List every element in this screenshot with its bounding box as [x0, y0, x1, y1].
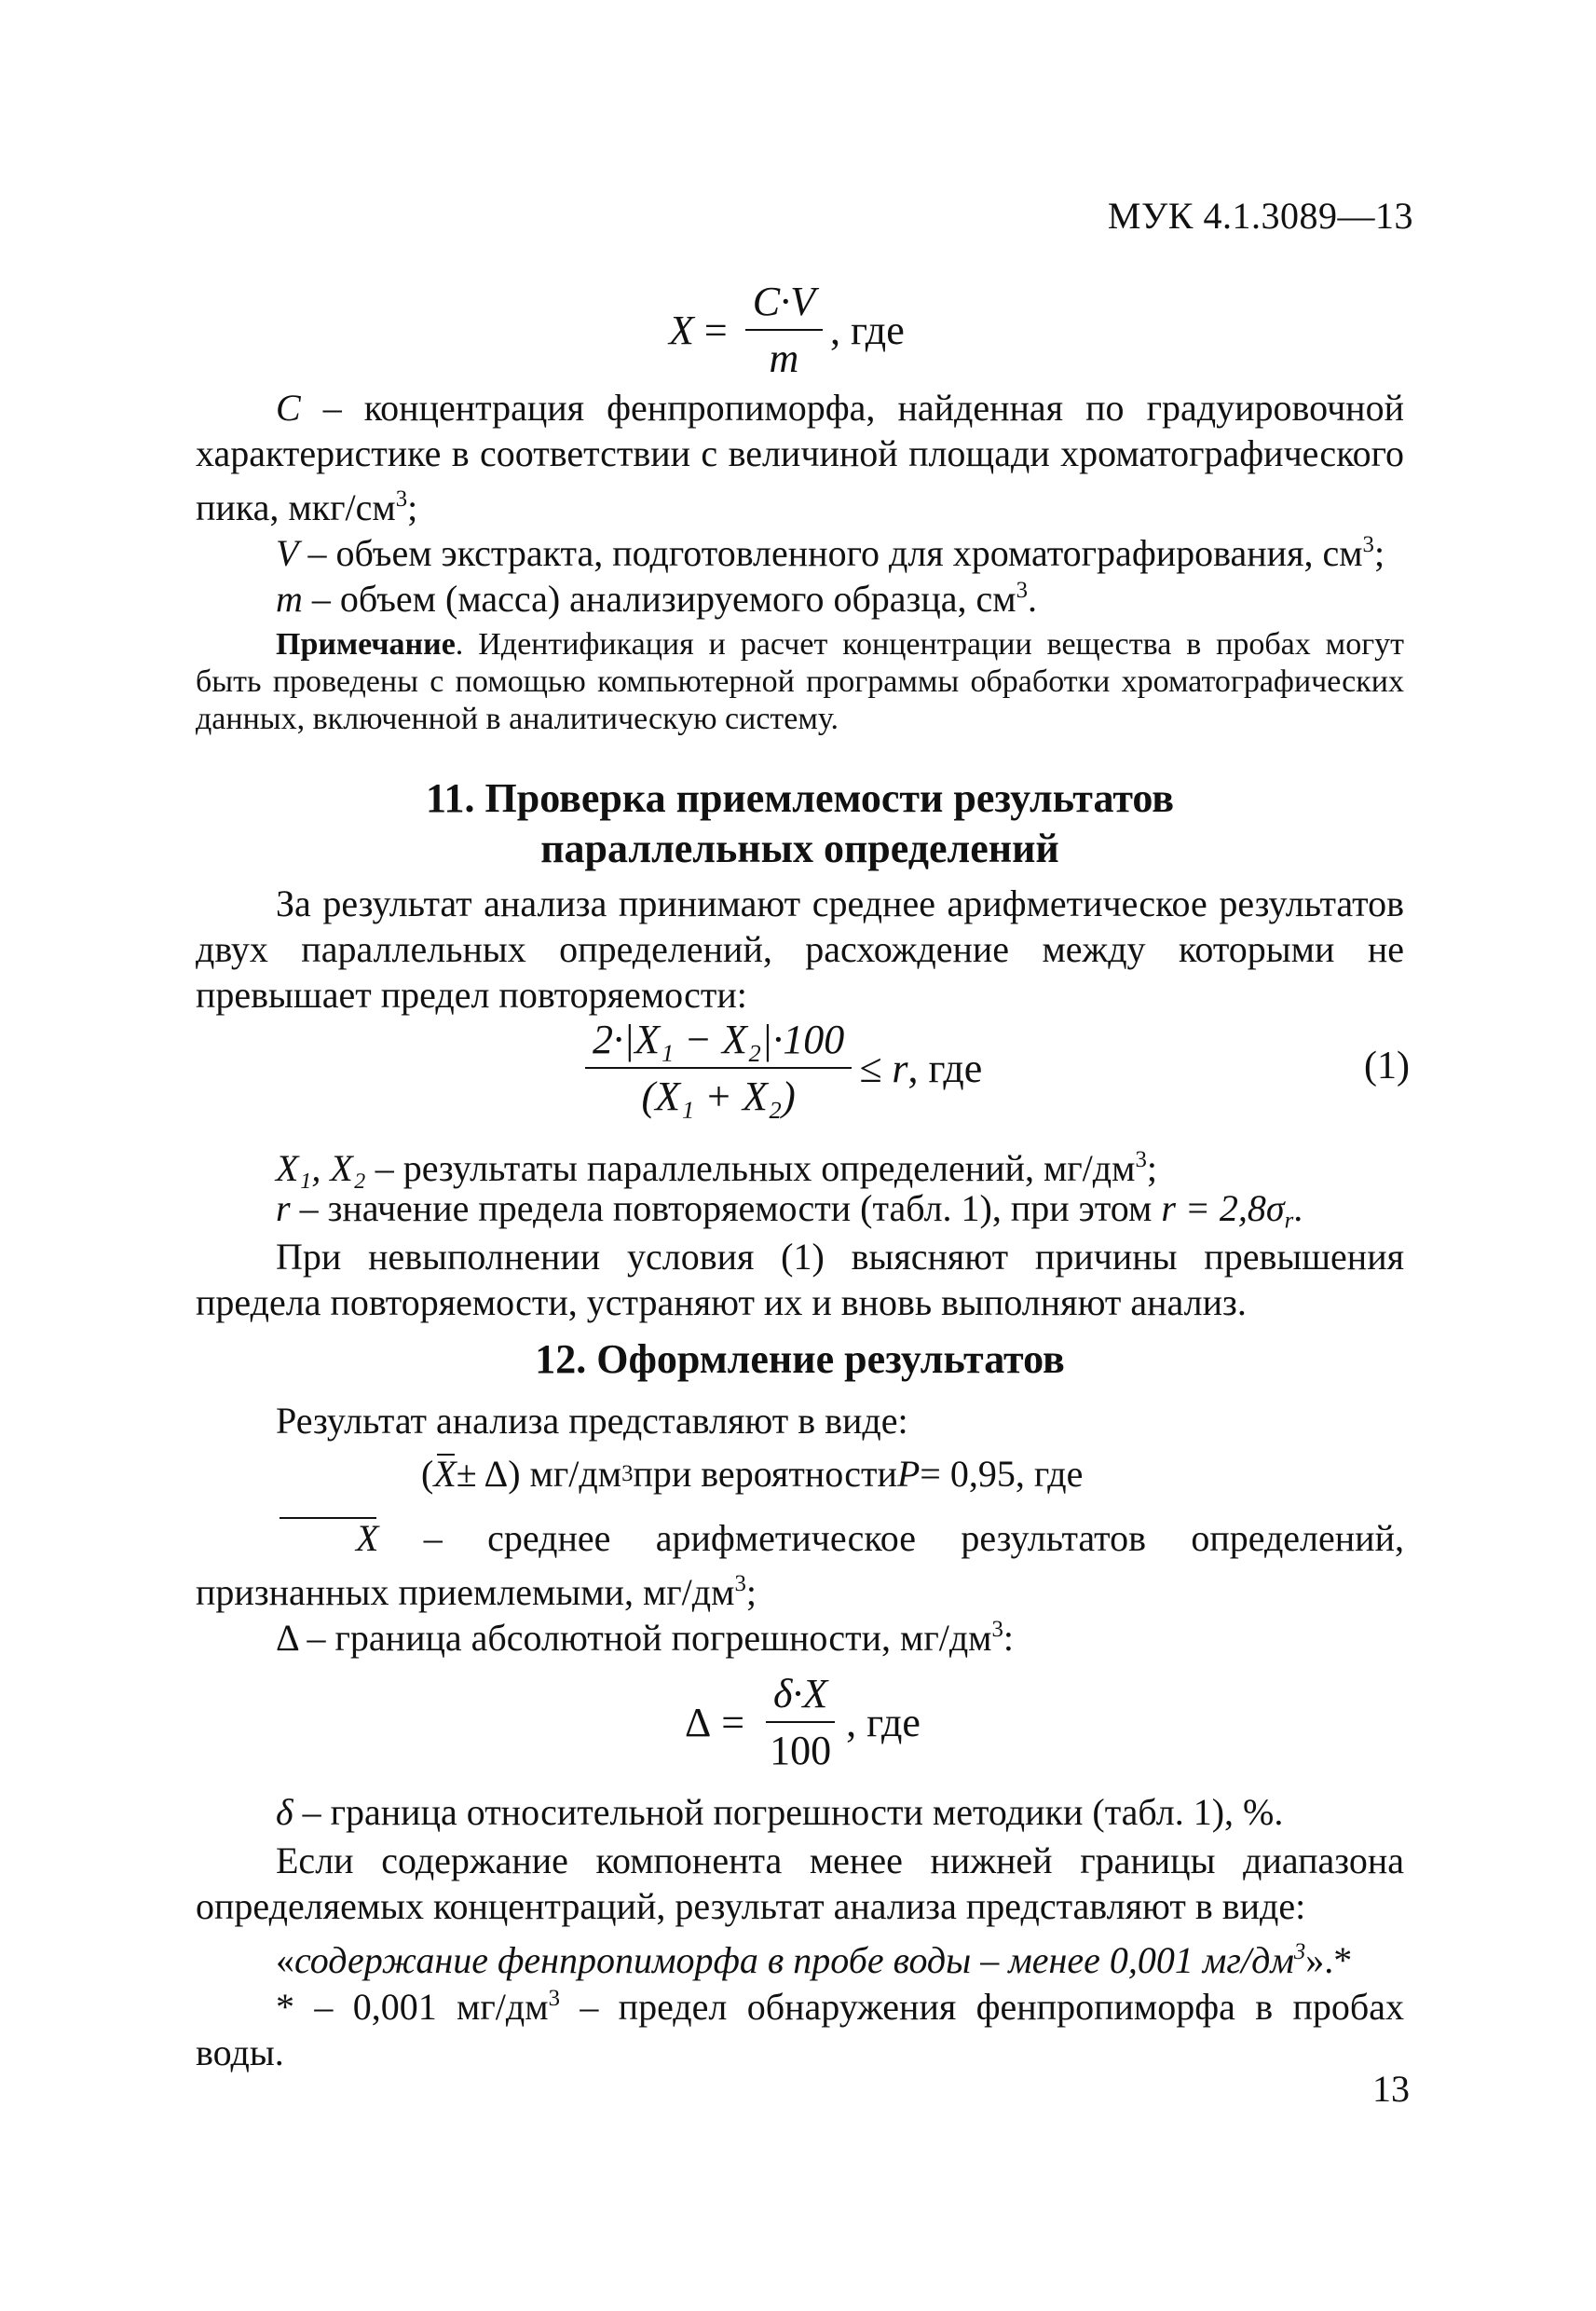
symbol-m: m [276, 577, 303, 620]
superscript: 3 [548, 1986, 560, 2011]
superscript: 3 [395, 486, 408, 512]
fraction-numerator: C·V [745, 278, 823, 331]
formula-fraction [585, 1016, 852, 1120]
footnote [196, 1976, 1404, 2075]
formula-suffix: , где [907, 1045, 983, 1091]
superscript: 3 [621, 1460, 634, 1486]
section-11-heading-line1: 11. Проверка приемлемости результатов [425, 775, 1175, 821]
superscript: 3 [1293, 1939, 1306, 1964]
note-paragraph [196, 626, 1404, 738]
equation-number: (1) [1364, 1045, 1410, 1087]
formula-lhs: X [669, 307, 694, 353]
definition-delta-small-text: – граница относительной погрешности методики (табл. 1), %. [293, 1791, 1284, 1833]
punct: ; [1373, 531, 1385, 574]
definition-x-bar [196, 1515, 1404, 1615]
page-number: 13 [1372, 2068, 1410, 2110]
definition-v-text: – объем экстракта, подготовленного для хроматографирования, см [298, 531, 1363, 574]
symbol-v: V [276, 531, 299, 574]
definition-c-text: – концентрация фенпропиморфа, найденная по градуировочной характеристике в соответствии с величиной площади хроматографического пика, мкг/см [196, 387, 1404, 528]
fraction-numerator: 2·|X₁ − X₂|·100 [585, 1016, 852, 1069]
result-pm: ± Δ) мг/дм [456, 1453, 622, 1495]
definition-x-text: – результаты параллельных определений, мг/дм [365, 1146, 1136, 1189]
result-open: ( [421, 1453, 434, 1495]
fraction-denominator: m [769, 335, 799, 381]
x-bar: X [276, 1515, 378, 1561]
section-12-heading: 12. Оформление результатов [535, 1336, 1065, 1382]
formula-concentration [669, 278, 905, 382]
section-11-condition: При невыполнении условия (1) выясняют причины превышения предела повторяемости, устраняют их и вновь выполняют анализ. [196, 1236, 1404, 1323]
lower-limit-paragraph: Если содержание компонента менее нижней границы диапазона определяемых концентраций, результат анализа представляют в виде: [196, 1839, 1404, 1927]
symbol-r: r [276, 1187, 291, 1229]
subscript: r [1284, 1208, 1294, 1234]
punct: : [1003, 1616, 1015, 1659]
result-form [421, 1452, 1083, 1496]
fraction-denominator: (X₁ + X₂) [641, 1073, 796, 1119]
formula-suffix: , где [846, 1699, 921, 1745]
punct: . [1027, 577, 1037, 620]
formula-delta [685, 1670, 921, 1774]
formula-rhs: ≤ r [859, 1045, 908, 1091]
symbol-x1-x2: X₁, X₂ [276, 1146, 366, 1189]
formula-fraction [745, 278, 823, 382]
result-rest: при вероятности [633, 1453, 897, 1495]
document-code: МУК 4.1.3089—13 [1107, 195, 1413, 237]
section-11-intro: За результат анализа принимают среднее арифметическое результатов двух параллельных определений, расхождение между которыми не превышает предел повторяемости: [196, 882, 1404, 1016]
definition-delta-text: – граница абсолютной погрешности, мг/дм [297, 1616, 992, 1659]
symbol-delta: Δ [276, 1616, 298, 1659]
quote-close: ».* [1305, 1938, 1353, 1981]
note-label: Примечание [276, 627, 456, 662]
formula-fraction [762, 1670, 839, 1774]
fraction-denominator: 100 [770, 1728, 832, 1773]
superscript: 3 [734, 1571, 746, 1596]
result-tail: = 0,95, где [920, 1453, 1084, 1495]
definition-xbar-text: – среднее арифметическое результатов определений, признанных приемлемыми, мг/дм [196, 1517, 1404, 1613]
section-11-heading-line2: параллельных определений [540, 826, 1059, 871]
formula-suffix: , где [829, 307, 905, 353]
note-text: . Идентификация и расчет концентрации вещества в пробах могут быть проведены с помощью компьютерной программы обработки хроматографических данных, включенной в аналитическую систему. [196, 627, 1404, 736]
definition-delta [196, 1607, 1404, 1661]
equals-sign: = [693, 307, 738, 353]
symbol-delta-small: δ [276, 1791, 293, 1833]
x-bar: X [433, 1453, 457, 1495]
formula-repeatability [578, 1016, 982, 1120]
punct: ; [1146, 1146, 1157, 1189]
superscript: 3 [1362, 532, 1374, 557]
punct: ; [407, 485, 418, 528]
equals-sign: = [711, 1699, 756, 1745]
definition-x1-x2 [196, 1137, 1404, 1191]
definition-delta-small [196, 1789, 1404, 1835]
fraction-numerator: δ·X [766, 1670, 835, 1723]
superscript: 3 [1135, 1147, 1147, 1172]
punct: ; [745, 1570, 757, 1613]
formula-lhs: Δ [685, 1699, 712, 1745]
symbol-p: P [896, 1453, 921, 1495]
definition-r-text: – значение предела повторяемости (табл. 1), при этом [290, 1187, 1162, 1229]
definition-c [196, 385, 1404, 530]
inline-formula-r: r = 2,8σ [1161, 1187, 1285, 1229]
footnote-text: * – 0,001 мг/дм [276, 1985, 549, 2028]
definition-m [196, 567, 1404, 622]
section-12-intro: Результат анализа представляют в виде: [276, 1400, 908, 1442]
definition-m-text: – объем (масса) анализируемого образца, см [302, 577, 1016, 620]
symbol-c: C [276, 387, 301, 429]
section-11-heading [196, 773, 1404, 874]
footnote-rest: – предел обнаружения фенпропиморфа в пробах воды. [196, 1985, 1404, 2073]
quote-text: содержание фенпропиморфа в пробе воды – менее 0,001 мг/дм [294, 1938, 1294, 1981]
quote-open: « [276, 1938, 294, 1981]
superscript: 3 [991, 1617, 1003, 1642]
punct: . [1293, 1187, 1303, 1229]
superscript: 3 [1016, 578, 1028, 603]
